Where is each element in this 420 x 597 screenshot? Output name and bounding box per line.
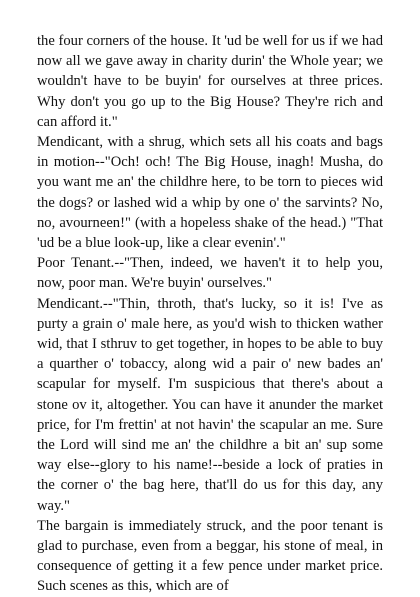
paragraph-mendicant-meal: Mendicant.--"Thin, throth, that's lucky, so it is! I've as purty a grain o' male here, as you'd wish to thicken wather wid, that I sthruv to get together, in hopes to be able to buy a quarther o' tobaccy, along wid a pair o' new bades an' scapular for myself. I'm suspicious that there's about a stone ov it, altogether. You can have it anunder the market price, for I'm frettin' at not havin' the scapular an me. Sure the Lord will sind me an' the childhre a bit an' sup some way else--glory to his name!--beside a lock of praties in the corner o' the bag here, that'll do us for this day, any way." [37, 295, 383, 514]
paragraph-mendicant-big-house: Mendicant, with a shrug, which sets all his coats and bags in motion--"Och! och! The Big House, inagh! Musha, do you want me an' the childhre here, to be torn to pieces wid the dogs? or lashed wid a whip by one o' the sarvints? No, no, avourneen!" (with a hopeless shake of the head.) "That 'ud be a blue look-up, like a clear evenin'." [37, 134, 383, 252]
page-body [37, 31, 383, 597]
paragraph-bargain: The bargain is immediately struck, and the poor tenant is glad to purchase, even from a beggar, his stone of meal, in consequence of getting it a few pence under market price. Such scenes as this, which are of [37, 517, 383, 595]
paragraph-poor-tenant: Poor Tenant.--"Then, indeed, we haven't it to help you, now, poor man. We're buyin' ourselves." [37, 255, 383, 292]
paragraph-continuation: the four corners of the house. It 'ud be well for us if we had now all we gave away in charity durin' the Whole year; we wouldn't have to be buyin' for ourselves at three prices. Why don't you go up to the Big House? They're rich and can afford it." [37, 33, 383, 130]
